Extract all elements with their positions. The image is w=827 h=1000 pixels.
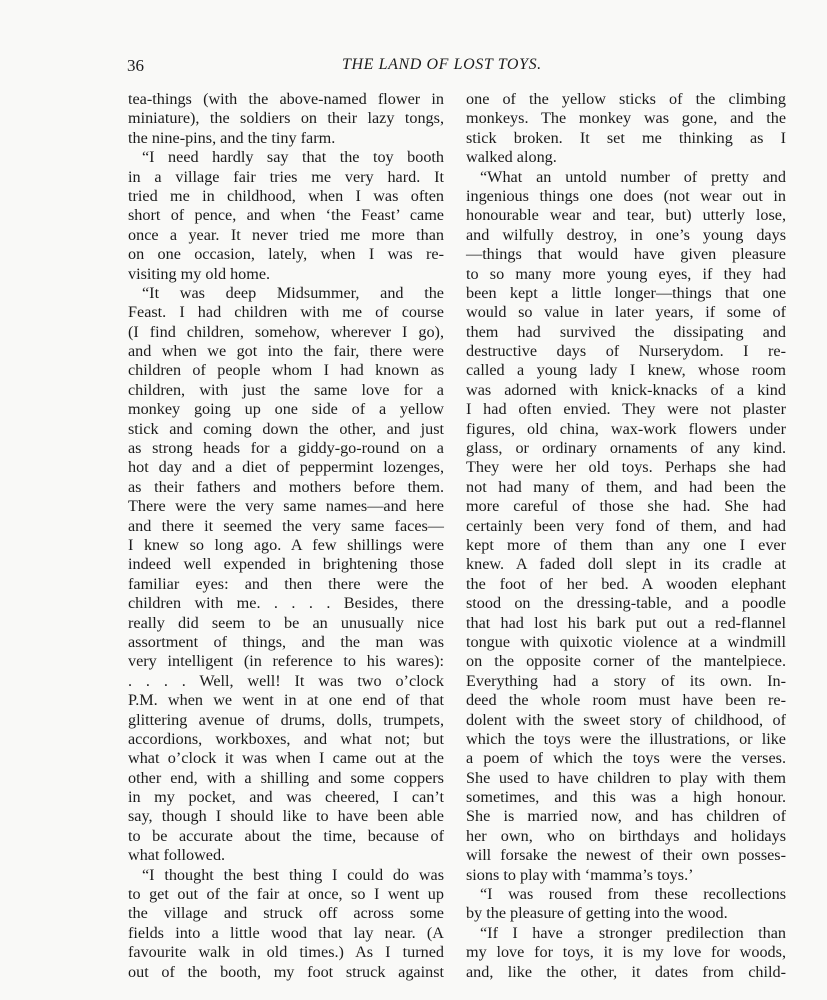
text-line: children of people whom I had known as — [128, 361, 444, 380]
text-line: honourable wear and tear, but) utterly lose, — [466, 206, 786, 225]
text-line: walked along. — [466, 148, 557, 167]
text-line: knew. A faded doll slept in its cradle at — [466, 555, 786, 574]
text-line: by the pleasure of getting into the wood. — [466, 904, 728, 923]
text-line: as their fathers and mothers before them. — [128, 477, 444, 496]
text-line: dolent with the sweet story of childhood, of — [466, 710, 786, 729]
text-line: “It was deep Midsummer, and the — [142, 283, 444, 302]
text-line: short of pence, and when ‘the Feast’ came — [128, 206, 444, 225]
text-line: Feast. I had children with me of course — [128, 303, 444, 322]
text-line: Everything had a story of its own. In- — [466, 671, 786, 690]
text-line: the nine-pins, and the tiny farm. — [128, 128, 336, 147]
text-line: to get out of the fair at once, so I went up — [128, 885, 444, 904]
text-line: There were the very same names—and here — [128, 497, 444, 516]
text-line: to be accurate about the time, because of — [128, 826, 444, 845]
page-number: 36 — [127, 56, 144, 75]
text-line: children with me. . . . . Besides, there — [128, 594, 444, 613]
text-line: stick and coming down the other, and just — [128, 419, 444, 438]
text-line: would so value in later years, if some of — [466, 303, 786, 322]
text-line: on one occasion, lately, when I was re- — [128, 245, 444, 264]
text-line: sions to play with ‘mamma’s toys.’ — [466, 865, 694, 884]
text-line: “What an untold number of pretty and — [480, 167, 786, 186]
text-line: out of the booth, my foot struck against — [128, 962, 444, 981]
text-line: what o’clock it was when I came out at the — [128, 749, 444, 768]
running-title: THE LAND OF LOST TOYS. — [342, 56, 542, 73]
text-line: . . . . Well, well! It was two o’clock — [128, 671, 444, 690]
text-line: was adorned with knick-knacks of a kind — [466, 380, 786, 399]
text-line: They were her old toys. Perhaps she had — [466, 458, 786, 477]
text-line: one of the yellow sticks of the climbing — [466, 90, 786, 108]
text-line: “If I have a stronger predilection than — [480, 923, 786, 942]
text-line: “I thought the best thing I could do was — [142, 865, 444, 884]
text-line: kept more of them than any one I ever — [466, 535, 786, 554]
text-line: (I find children, somehow, wherever I go), — [128, 322, 444, 341]
text-line: more careful of those she had. She had — [466, 497, 786, 516]
text-line: tea-things (with the above-named flower in — [128, 90, 444, 108]
text-line: and there it seemed the very same faces— — [128, 516, 444, 535]
text-line: I knew so long ago. A few shillings were — [128, 535, 444, 554]
text-line: “I was roused from these recollections — [480, 885, 786, 904]
text-line: the foot of her bed. A wooden elephant — [466, 574, 786, 593]
text-line: familiar eyes: and then there were the — [128, 574, 444, 593]
text-line: which the toys were the illustrations, or like — [466, 729, 786, 748]
text-line: in a village fair tries me very hard. It — [128, 167, 444, 186]
text-line: tried me in childhood, when I was often — [128, 186, 444, 205]
text-line: and, like the other, it dates from child- — [466, 962, 786, 981]
left-text-column — [128, 90, 444, 982]
text-line: on the opposite corner of the mantelpiece. — [466, 652, 786, 671]
text-line: She used to have children to play with them — [466, 768, 786, 787]
text-line: ingenious things one does (not wear out in — [466, 186, 786, 205]
right-text-column — [466, 90, 786, 982]
text-line: visiting my old home. — [128, 264, 271, 283]
text-line: P.M. when we went in at one end of that — [128, 691, 444, 710]
text-line: miniature), the soldiers on their lazy tongs, — [128, 109, 444, 128]
text-line: stood on the dressing-table, and a poodle — [466, 594, 786, 613]
text-line: my love for toys, it is my love for woods, — [466, 943, 786, 962]
text-line: the village and struck off across some — [128, 904, 444, 923]
text-line: her own, who on birthdays and holidays — [466, 826, 786, 845]
text-line: say, though I should like to have been able — [128, 807, 444, 826]
text-line: accordions, workboxes, and what not; but — [128, 729, 444, 748]
text-line: and when we got into the fair, there were — [128, 342, 444, 361]
text-line: She is married now, and has children of — [466, 807, 786, 826]
text-line: destructive days of Nurserydom. I re- — [466, 342, 786, 361]
text-line: sometimes, and this was a high honour. — [466, 788, 786, 807]
text-line: other end, with a shilling and some coppers — [128, 768, 444, 787]
text-line: children, with just the same love for a — [128, 380, 444, 399]
text-line: figures, old china, wax-work flowers under — [466, 419, 786, 438]
text-line: monkeys. The monkey was gone, and the — [466, 109, 786, 128]
text-line: indeed well expended in brightening those — [128, 555, 444, 574]
text-line: what followed. — [128, 846, 226, 865]
text-line: been kept a little longer—things that one — [466, 283, 786, 302]
text-line: a poem of which the toys were the verses. — [466, 749, 786, 768]
text-line: assortment of things, and the man was — [128, 632, 444, 651]
text-line: really did seem to be an unusually nice — [128, 613, 444, 632]
text-line: not had many of them, and had been the — [466, 477, 786, 496]
text-line: will forsake the newest of their own posses- — [466, 846, 786, 865]
text-line: to so many more young eyes, if they had — [466, 264, 786, 283]
text-line: as strong heads for a giddy-go-round on a — [128, 439, 444, 458]
text-line: I had often envied. They were not plaster — [466, 400, 786, 419]
text-line: very intelligent (in reference to his wares): — [128, 652, 444, 671]
text-line: certainly been very fond of them, and had — [466, 516, 786, 535]
text-line: once a year. It never tried me more than — [128, 225, 444, 244]
text-line: stick broken. It set me thinking as I — [466, 128, 786, 147]
text-line: “I need hardly say that the toy booth — [142, 148, 444, 167]
text-line: glittering avenue of drums, dolls, trumpets, — [128, 710, 444, 729]
page-header — [0, 56, 827, 80]
text-line: glass, or ordinary ornaments of any kind. — [466, 439, 786, 458]
text-line: them had survived the dissipating and — [466, 322, 786, 341]
text-line: deed the whole room must have been re- — [466, 691, 786, 710]
text-line: fields into a little wood that lay near. (A — [128, 923, 444, 942]
text-line: —things that would have given pleasure — [466, 245, 786, 264]
text-line: in my pocket, and was cheered, I can’t — [128, 788, 444, 807]
text-line: called a young lady I knew, whose room — [466, 361, 786, 380]
text-line: favourite walk in old times.) As I turned — [128, 943, 444, 962]
text-line: tongue with quixotic violence at a windmill — [466, 632, 786, 651]
text-line: and wilfully destroy, in one’s young days — [466, 225, 786, 244]
text-line: monkey going up one side of a yellow — [128, 400, 444, 419]
text-line: that had lost his bark put out a red-flannel — [466, 613, 786, 632]
text-line: hot day and a diet of peppermint lozenges, — [128, 458, 444, 477]
